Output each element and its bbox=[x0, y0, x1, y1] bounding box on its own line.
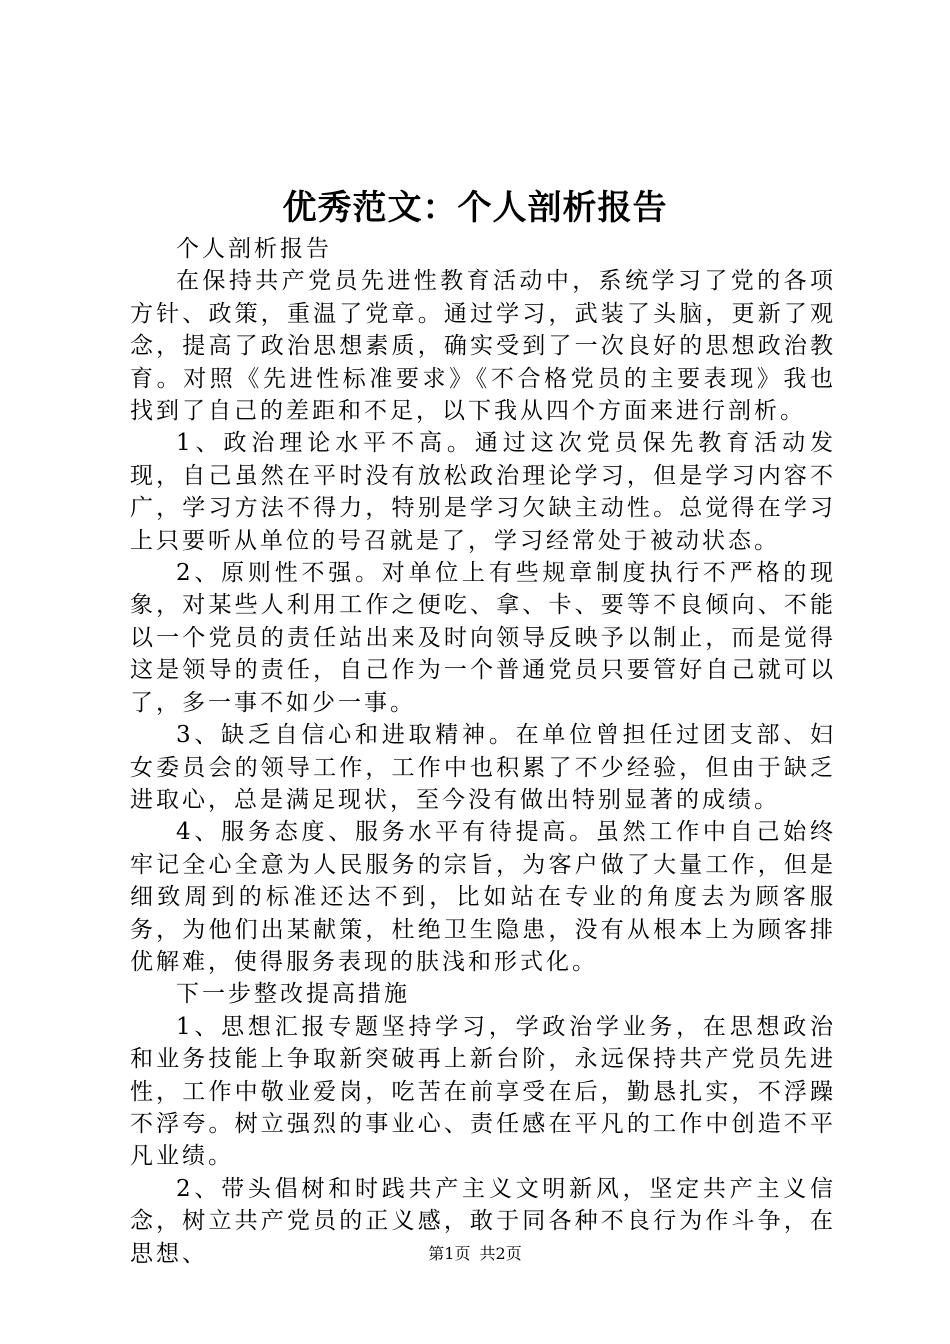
paragraph-measure-2: 2、带头倡树和时践共产主义文明新风，坚定共产主义信念，树立共产党员的正义感，敢于同各种不良行为作斗争，在思想、 bbox=[130, 1175, 836, 1267]
paragraph-intro: 在保持共产党员先进性教育活动中，系统学习了党的各项方针、政策，重温了党章。通过学习，武装了头脑，更新了观念，提高了政治思想素质，确实受到了一次良好的思想政治教育。对照《先进性标准要求》《不合格党员的主要表现》我也找到了自己的差距和不足，以下我从四个方面来进行剖析。 bbox=[130, 268, 836, 425]
page-footer bbox=[0, 1242, 950, 1266]
section-heading-measures: 下一步整改提高措施 bbox=[176, 981, 410, 1008]
paragraph-subtitle: 个人剖析报告 bbox=[176, 236, 332, 262]
document-title: 优秀范文：个人剖析报告 bbox=[282, 188, 668, 228]
page-number: 第1页 bbox=[428, 1244, 471, 1263]
paragraph-point-2: 2、原则性不强。对单位上有些规章制度执行不严格的现象，对某些人利用工作之便吃、拿、卡、要等不良倾向、不能以一个党员的责任站出来及时向领导反映予以制止，而是觉得这是领导的责任，自己作为一个普通党员只要管好自己就可以了，多一事不如少一事。 bbox=[130, 560, 836, 716]
paragraph-point-1: 1、政治理论水平不高。通过这次党员保先教育活动发现，自己虽然在平时没有放松政治理论学习，但是学习内容不广，学习方法不得力，特别是学习欠缺主动性。总觉得在学习上只要听从单位的号召就是了，学习经常处于被动状态。 bbox=[130, 430, 836, 554]
paragraph-point-4: 4、服务态度、服务水平有待提高。虽然工作中自己始终牢记全心全意为人民服务的宗旨，为客户做了大量工作，但是细致周到的标准还达不到，比如站在专业的角度去为顾客服务，为他们出某献策，杜绝卫生隐患，没有从根本上为顾客排优解难，使得服务表现的肤浅和形式化。 bbox=[130, 819, 836, 975]
page-total: 共2页 bbox=[479, 1244, 522, 1263]
paragraph-measure-1: 1、思想汇报专题坚持学习，学政治学业务，在思想政治和业务技能上争取新突破再上新台阶，永远保持共产党员先进性，工作中敬业爱岗，吃苦在前享受在后，勤恳扎实，不浮躁不浮夸。树立强烈的事业心、责任感在平凡的工作中创造不平凡业绩。 bbox=[130, 1013, 836, 1170]
paragraph-point-3: 3、缺乏自信心和进取精神。在单位曾担任过团支部、妇女委员会的领导工作，工作中也积累了不少经验，但由于缺乏进取心，总是满足现状，至今没有做出特别显著的成绩。 bbox=[130, 722, 836, 813]
document-body bbox=[130, 233, 836, 1270]
